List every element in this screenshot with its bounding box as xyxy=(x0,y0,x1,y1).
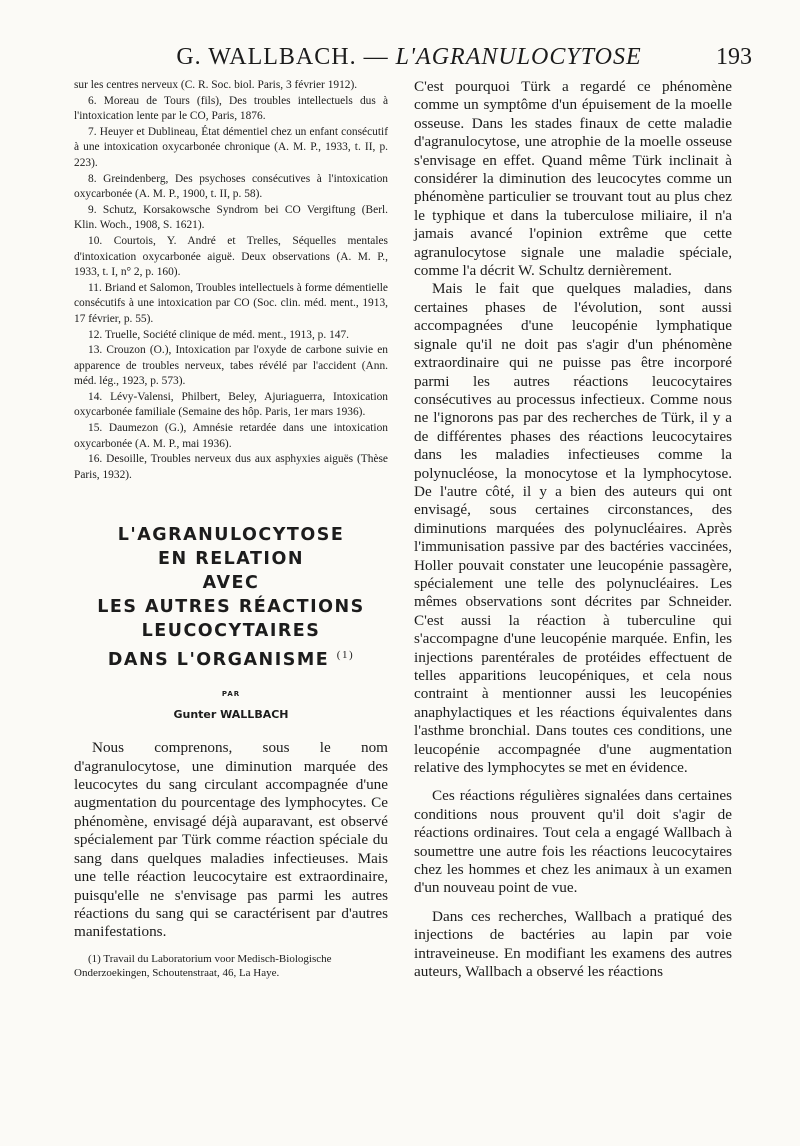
reference-item: 15. Daumezon (G.), Amnésie retardée dans une intoxication oxycarbonée (A. M. P., mai 1936). xyxy=(74,422,388,450)
author-name: Gunter WALLBACH xyxy=(173,708,289,722)
paragraph: Ces réactions régulières signalées dans certaines conditions nous prouvent qu'il doit s'agir de réactions ordinaires. Tout cela a engagé Wallbach à soumettre une autre fois les réactions leucocytaires chez les hommes et chez les animaux à un examen d'un nouveau point de vue. xyxy=(414,787,732,897)
article-title-line: EN RELATION xyxy=(158,549,304,570)
running-title-subject: L'AGRANULOCYTOSE xyxy=(395,44,642,70)
running-title xyxy=(66,44,752,71)
reference-item: 11. Briand et Salomon, Troubles intellectuels à forme démentielle consécutifs à une intoxication par CO (Soc. clin. méd. ment., 1913, 17 février, p. 55). xyxy=(74,281,388,325)
footnote: (1) Travail du Laboratorium voor Medisch-Biologische Onderzoekingen, Schoutenstraat, 46, La Haye. xyxy=(74,952,332,979)
right-body-text xyxy=(414,78,732,982)
paragraph: Mais le fait que quelques maladies, dans certaines phases de l'évolution, sont aussi accompagnées d'une leucopénie lymphatique signale qu'il ne doit pas s'agir d'un phénomène extraordinaire qui ne puisse pas être incorporé parmi les autres réactions leucocytaires consécutives au processus infectieux. Comme nous ne l'ignorons pas par des recherches de Türk, il y a de différentes phases des réactions leucocytaires dans les maladies infectieuses comme la polynucléose, la monocytose et la lymphocytose. De l'autre côté, il y a bien des auteurs qui ont envisagé, sous certaines circonstances, des diminutions marquées des polynucléaires. Après l'immunisation passive par des bactéries vaccinées, Holler pouvait constater une leucopénie passagère, spécialement une telle des polynucléaires. Les mêmes observations sont décrites par Schneider. C'est aussi la réaction à tuberculine qui s'accompagne d'une leucopénie marquée. Enfin, les injections parentérales de protéides effectuent de telles apparitions leucopéniques, et cela nous contraint à mentionner aussi les leucopénies anaphylactiques et les réactions équivalentes dans l'asthme bronchial. Dans toutes ces conditions, une leucopénie accompagnée d'une augmentation relative des lymphocytes se met en évidence. xyxy=(414,280,732,777)
reference-item: 7. Heuyer et Dublineau, État démentiel chez un enfant consécutif à une intoxication oxycarbonée chronique (A. M. P., 1933, t. II, p. 223). xyxy=(74,125,388,169)
article-title xyxy=(74,523,388,672)
reference-item: 9. Schutz, Korsakowsche Syndrom bei CO Vergiftung (Berl. Klin. Woch., 1908, S. 1621). xyxy=(74,203,388,232)
reference-item: 14. Lévy-Valensi, Philbert, Beley, Ajuriaguerra, Intoxication oxycarbonée familiale (Semaine des hôp. Paris, 1er mars 1936). xyxy=(74,390,388,419)
reference-item: 10. Courtois, Y. André et Trelles, Séquelles mentales d'intoxication oxycarbonée aiguë. Deux observations (A. M. P., 1933, t. I, n° 2, p. 160). xyxy=(74,234,388,279)
right-column xyxy=(414,78,732,1128)
article-title-line: LEUCOCYTAIRES xyxy=(141,621,321,642)
reference-item: 12. Truelle, Société clinique de méd. ment., 1913, p. 147. xyxy=(88,328,349,341)
intro-text xyxy=(74,739,388,941)
reference-item: 8. Greindenberg, Des psychoses consécutives à l'intoxication oxycarbonée (A. M. P., 1900, t. II, p. 58). xyxy=(74,172,388,201)
footnote-marker: (1) xyxy=(336,649,355,662)
reference-item: 16. Desoille, Troubles nerveux dus aux asphyxies aiguës (Thèse Paris, 1932). xyxy=(74,453,388,481)
article-title-line: L'AGRANULOCYTOSE xyxy=(117,525,345,546)
reference-list xyxy=(74,78,388,483)
article-title-line: LES AUTRES RÉACTIONS xyxy=(97,597,365,618)
page-number: 193 xyxy=(716,44,752,70)
article-title-line: AVEC xyxy=(202,573,260,594)
reference-item: 13. Crouzon (O.), Intoxication par l'oxyde de carbone suivie en apparence de troubles nerveux, tabes révélé par l'accident (Ann. méd. lég., 1923, p. 573). xyxy=(74,344,388,388)
article-title-line: DANS L'ORGANISME xyxy=(107,650,330,671)
running-title-author: G. WALLBACH. — xyxy=(176,44,396,70)
paragraph: C'est pourquoi Türk a regardé ce phénomène comme un symptôme d'un épuisement de la moelle osseuse. Dans les stades finaux de cette maladie d'agranulocytose, une atrophie de la moelle osseuse s'envisage en effet. Quand même Türk inclinait à considérer la diminution des leucocytes comme un phénomène particulier se trouvant tout au plus chez le typhique et dans la tuberculose miliaire, il n'a jamais avancé l'opinion extrême que cette agranulocytose signale une maladie spéciale, comme l'a décrit W. Schultz dernièrement. xyxy=(414,78,732,280)
par-label: PAR xyxy=(221,690,241,699)
intro-paragraph: Nous comprenons, sous le nom d'agranulocytose, une diminution marquée des leucocytes du sang circulant accompagnée d'une augmentation du pourcentage des lymphocytes. Ce phénomène, envisagé déjà auparavant, est observé spécialement par Türk comme réaction spéciale du sang dans quelques maladies infectieuses. Mais une telle réaction leucocytaire est extraordinaire, puisqu'elle ne s'envisage pas parmi les autres réactions du sang qui se caractérisent par d'autres manifestations. xyxy=(74,739,388,941)
left-column xyxy=(74,78,388,1128)
reference-item: 6. Moreau de Tours (fils), Des troubles intellectuels dus à l'intoxication lente par le CO, Paris, 1876. xyxy=(74,94,388,123)
paragraph: Dans ces recherches, Wallbach a pratiqué des injections de bactéries au lapin par voie intraveineuse. En modifiant les examens des autres auteurs, Wallbach a observé les réactions xyxy=(414,907,732,981)
running-head xyxy=(66,40,752,72)
article-title-line-last xyxy=(74,643,388,672)
reference-item: sur les centres nerveux (C. R. Soc. biol. Paris, 3 février 1912). xyxy=(74,79,358,91)
